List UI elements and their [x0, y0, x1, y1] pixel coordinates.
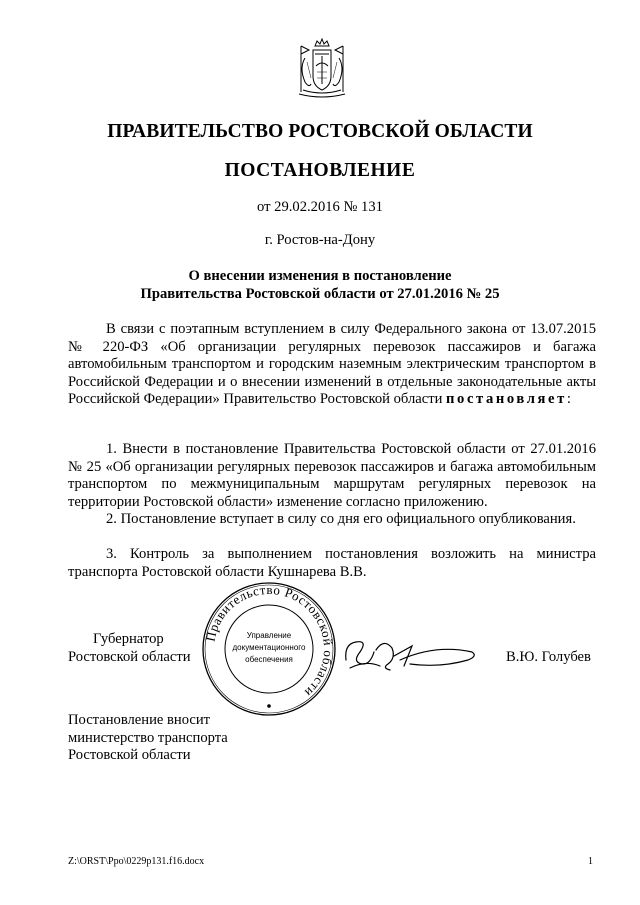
item-1: 1. Внести в постановление Правительства Ростовской области от 27.01.2016 № 25 «Об организации регулярных перевозок пассажиров и багажа автомобильным транспортом по межмуниципальным маршрутам регулярных перевозок на территории Ростовской области» изменение согласно приложению. [68, 441, 596, 510]
date-number: от 29.02.2016 № 131 [257, 199, 383, 215]
title-line-1: О внесении изменения в постановление [188, 268, 452, 284]
footer-page-number: 1 [588, 856, 593, 867]
city: г. Ростов-на-Дону [264, 232, 376, 248]
handwritten-signature [340, 630, 480, 680]
item-2: 2. Постановление вступает в силу со дня его официального опубликования. [106, 511, 576, 527]
coat-of-arms-emblem [293, 38, 351, 100]
document-type: ПОСТАНОВЛЕНИЕ [224, 160, 416, 181]
decree-word: постановляет [446, 391, 567, 408]
stamp-outer-text: Правительство Ростовской области [202, 581, 337, 701]
signer-name: В.Ю. Голубев [506, 649, 591, 665]
item-3: 3. Контроль за выполнением постановления возложить на министра транспорта Ростовской области Кушнарева В.В. [68, 546, 596, 580]
signer-position-line-2: Ростовской области [68, 648, 191, 665]
note-line-1: Постановление вносит [68, 712, 211, 728]
preamble-text: В связи с поэтапным вступлением в силу Федерального закона от 13.07.2015 № 220-ФЗ «Об организации регулярных перевозок пассажиров и багажа автомобильным транспортом и городским наземным электрическим транспортом в Российской Федерации и о внесении изменений в отдельные законодательные акты Российской Федерации» Правительство Ростовской области [68, 321, 596, 408]
note-line-3: Ростовской области [68, 747, 191, 764]
decree-colon: : [566, 391, 571, 408]
stamp-inner-line-3: обеспечения [245, 655, 293, 664]
submitted-by-note [68, 712, 228, 765]
official-stamp [200, 580, 338, 718]
organization-title: ПРАВИТЕЛЬСТВО РОСТОВСКОЙ ОБЛАСТИ [107, 121, 533, 142]
stamp-dot [267, 704, 271, 708]
title-line-2: Правительства Ростовской области от 27.01.2016 № 25 [140, 286, 500, 302]
stamp-inner-line-2: документационного [232, 643, 306, 652]
note-line-2: министерство транспорта [68, 729, 228, 746]
footer-file-path: Z:\ORST\Ppo\0229p131.f16.docx [68, 856, 205, 867]
document-title [0, 267, 640, 303]
stamp-inner-line-1: Управление [246, 631, 292, 640]
preamble-paragraph [68, 321, 596, 409]
signer-position [68, 631, 191, 666]
signer-position-line-1: Губернатор [93, 631, 164, 647]
